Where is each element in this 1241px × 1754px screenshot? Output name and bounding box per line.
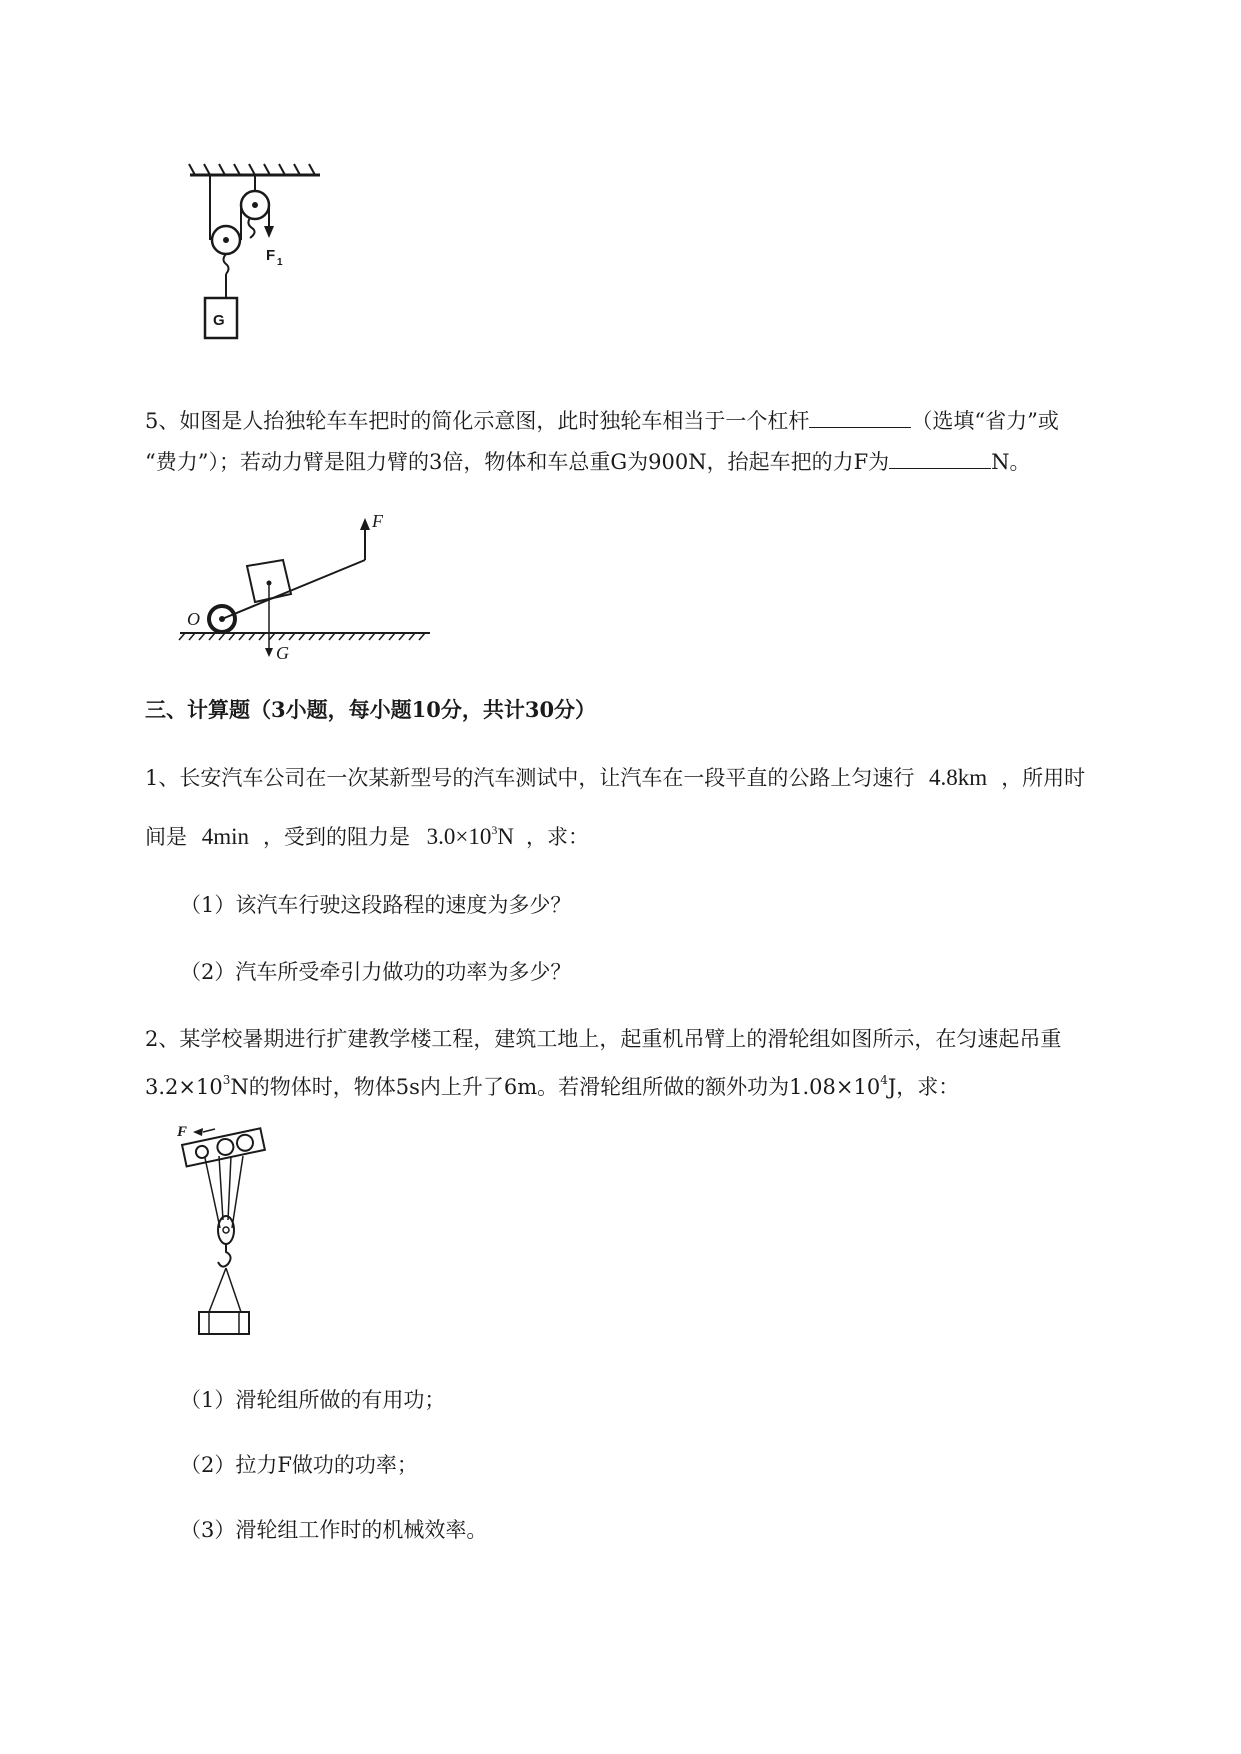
- c1-line2-mid: ，受到的阻力是: [262, 825, 410, 849]
- q5-line2-prefix: “费力”）；若动力臂是阻力臂的3倍，物体和车总重G为900N，抬起车把的力F为: [145, 450, 890, 474]
- c1-distance: 4.8km: [929, 765, 988, 790]
- fig3-force-label: F: [177, 1124, 188, 1140]
- c1-force-mantissa: 3.0×10: [426, 824, 492, 849]
- c1-line1-tail: ，所用时: [1001, 766, 1086, 790]
- c1-line-2: [145, 815, 589, 852]
- q5-line1-prefix: 5、如图是人抬独轮车车把时的简化示意图，此时独轮车相当于一个杠杆: [145, 409, 810, 433]
- fig2-label-g: G: [276, 643, 289, 663]
- c2-line-1: 2、某学校暑期进行扩建教学楼工程，建筑工地上，起重机吊臂上的滑轮组如图所示，在匀速起吊重: [145, 1027, 1062, 1051]
- answer-blank-2[interactable]: [889, 446, 991, 469]
- fig2-label-f: F: [372, 511, 383, 531]
- c2-line-2: [145, 1065, 959, 1102]
- c1-sub-1: （1）该汽车行驶这段路程的速度为多少？: [180, 893, 572, 917]
- crane-pulley-figure: [175, 1120, 275, 1350]
- q5-line1-suffix: （选填“省力”或: [911, 409, 1059, 433]
- c1-force-unit: N: [497, 824, 515, 849]
- fig1-force-subscript: 1: [277, 257, 283, 268]
- pulley-figure: [180, 160, 330, 360]
- c2-exponent-1: 3: [222, 1073, 231, 1087]
- fig1-force-label: F: [266, 247, 276, 264]
- fig2-label-o: O: [187, 609, 200, 629]
- c1-time: 4min: [201, 824, 249, 849]
- answer-blank-1[interactable]: [809, 405, 911, 428]
- c1-sub-2: （2）汽车所受牵引力做功的功率为多少？: [180, 960, 572, 984]
- c2-sub-1: （1）滑轮组所做的有用功；: [180, 1388, 446, 1412]
- q5-line-2: [145, 446, 1031, 477]
- c2-line2-b: N的物体时，物体5s内上升了6m。若滑轮组所做的额外功为1.08×10: [230, 1075, 881, 1099]
- fig1-weight-label: G: [213, 312, 225, 329]
- c2-exponent-2: 4: [880, 1073, 888, 1087]
- wheelbarrow-figure: [175, 505, 435, 665]
- c2-sub-2: （2）拉力F做功的功率；: [180, 1453, 418, 1477]
- c2-line2-a: 3.2×10: [145, 1075, 223, 1099]
- c1-line2-prefix: 间是: [145, 825, 187, 849]
- c1-line1-text: 1、长安汽车公司在一次某新型号的汽车测试中，让汽车在一段平直的公路上匀速行: [145, 766, 915, 790]
- c1-line-1: [145, 763, 1085, 793]
- c1-force-value: [427, 824, 514, 849]
- q5-line-1: [145, 405, 1059, 436]
- q5-line2-suffix: N。: [991, 450, 1031, 474]
- section-3-title: 三、计算题（3小题，每小题10分，共计30分）: [145, 697, 597, 722]
- c2-line2-c: J，求：: [887, 1075, 960, 1099]
- c1-force-exponent: 3: [491, 823, 498, 837]
- c1-line2-tail: ，求：: [526, 825, 590, 849]
- c2-sub-3: （3）滑轮组工作时的机械效率。: [180, 1518, 488, 1542]
